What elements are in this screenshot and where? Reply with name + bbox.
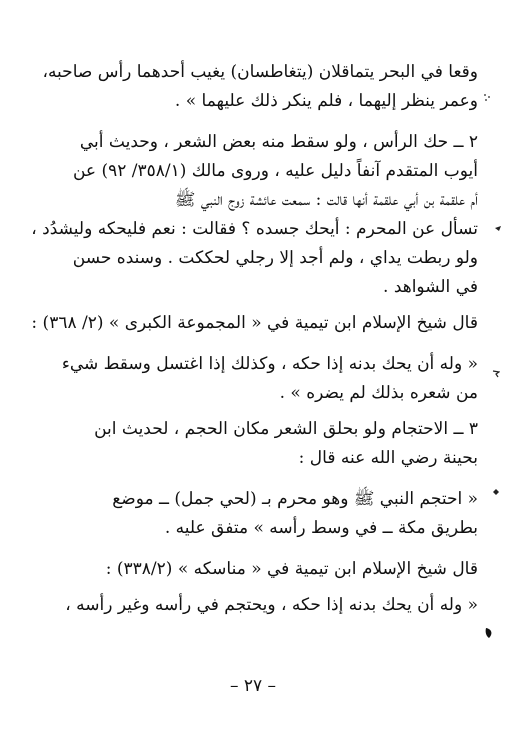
text-line: بحينة رضي الله عنه قال : (298, 448, 478, 468)
text-line: أم علقمة بن أبي علقمة أنها قالت : سمعت عائشة زوج النبي ﷺ (174, 190, 478, 210)
margin-speck-icon (492, 488, 500, 496)
paragraph-3 (28, 309, 478, 338)
text-line: وقعا في البحر يتماقلان (يتغاطسان) يغيب أحدهما رأس صاحبه، (42, 62, 478, 82)
text-line: بطريق مكة ــ في وسط رأسه » متفق عليه . (164, 518, 478, 538)
text-line: قال شيخ الإسلام ابن تيمية في « مناسكه » (٣٣٨/٢) : (105, 559, 478, 579)
text-line: قال شيخ الإسلام ابن تيمية في « المجموعة الكبرى » (٢/ ٣٦٨) : (31, 313, 478, 333)
page-number: – ٢٧ – (229, 676, 277, 696)
text-line: في الشواهد . (383, 277, 478, 297)
margin-speck-icon (494, 224, 502, 232)
text-line: تسأل عن المحرم : أيحك جسده ؟ فقالت : نعم فليحكه وليشدُد ، (31, 219, 478, 239)
text-line: « وله أن يحك بدنه إذا حكه ، وكذلك إذا اغتسل وسقط شيء (61, 354, 478, 374)
margin-speck-icon (492, 370, 500, 378)
text-line: ٣ ــ الاحتجام ولو بحلق الشعر مكان الحجم ، لحديث ابن (94, 419, 478, 439)
margin-speck-icon (482, 92, 492, 102)
page-body (28, 58, 478, 620)
text-line: أيوب المتقدم آنفاً دليل عليه ، وروى مالك (٣٥٨/١/ ٩٢) عن (72, 161, 478, 181)
text-line: « احتجم النبي ﷺ وهو محرم بـ (لحي جمل) ــ موضع (112, 489, 478, 509)
paragraph-4 (28, 350, 478, 408)
paragraph-1 (28, 58, 478, 116)
paragraph-7 (28, 555, 478, 584)
margin-speck-icon (484, 626, 494, 640)
paragraph-6 (28, 485, 478, 543)
text-line: وعمر ينظر إليهما ، فلم ينكر ذلك عليهما » . (174, 91, 478, 111)
text-line: ٢ ــ حك الرأس ، ولو سقط منه بعض الشعر ، وحديث أبي (79, 132, 478, 152)
text-line: « وله أن يحك بدنه إذا حكه ، ويحتجم في رأسه وغير رأسه ، (65, 595, 478, 615)
text-line: من شعره بذلك لم يضره » . (279, 383, 478, 403)
paragraph-5 (28, 415, 478, 473)
paragraph-8 (28, 591, 478, 620)
paragraph-2 (28, 128, 478, 302)
text-line: ولو ربطت يداي ، ولم أجد إلا رجلي لحككت . وسنده حسن (72, 248, 478, 268)
